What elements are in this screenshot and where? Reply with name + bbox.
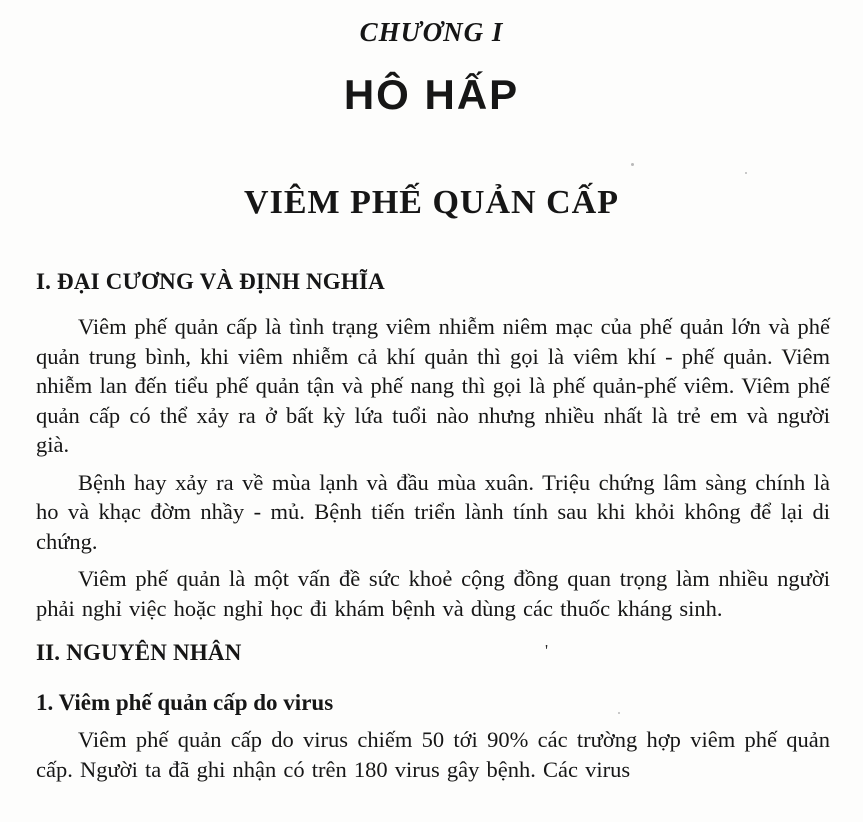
chapter-label: CHƯƠNG I xyxy=(359,17,504,47)
scan-artifact-mark: ' xyxy=(545,641,549,660)
scan-speck xyxy=(745,172,747,174)
paragraph-season-symptoms: Bệnh hay xảy ra về mùa lạnh và đầu mùa xuân. Triệu chứng lâm sàng chính là ho và khạc đờm nhầy - mủ. Bệnh tiến triển lành tính sau khi khỏi không để lại di chứng. xyxy=(36,469,830,554)
page-body xyxy=(0,268,863,784)
paragraph-public-health: Viêm phế quản là một vấn đề sức khoẻ cộng đồng quan trọng làm nhiều người phải nghỉ việc hoặc nghỉ học đi khám bệnh và dùng các thuốc kháng sinh. xyxy=(36,566,830,621)
subheading-virus: 1. Viêm phế quản cấp do virus xyxy=(36,690,334,715)
article-title: VIÊM PHẾ QUẢN CẤP xyxy=(244,184,619,221)
scan-speck xyxy=(631,163,634,166)
section-heading-dai-cuong: I. ĐẠI CƯƠNG VÀ ĐỊNH NGHĨA xyxy=(36,269,385,294)
scan-speck xyxy=(618,712,620,714)
chapter-title: HÔ HẤP xyxy=(343,71,520,118)
paragraph-definition: Viêm phế quản cấp là tình trạng viêm nhiễm niêm mạc của phế quản lớn và phế quản trung bình, khi viêm nhiễm cả khí quản thì gọi là viêm khí - phế quản. Viêm nhiễm lan đến tiểu phế quản tận và phế nang thì gọi là phế quản-phế viêm. Viêm phế quản cấp có thể xảy ra ở bất kỳ lứa tuổi nào nhưng nhiều nhất là trẻ em và người già. xyxy=(36,314,830,457)
section-heading-nguyen-nhan: II. NGUYÊN NHÂN xyxy=(36,640,242,665)
paragraph-virus-cause: Viêm phế quản cấp do virus chiếm 50 tới 90% các trường hợp viêm phế quản cấp. Người ta đã ghi nhận có trên 180 virus gây bệnh. Các virus xyxy=(36,727,830,782)
section-heading-row xyxy=(36,639,830,667)
